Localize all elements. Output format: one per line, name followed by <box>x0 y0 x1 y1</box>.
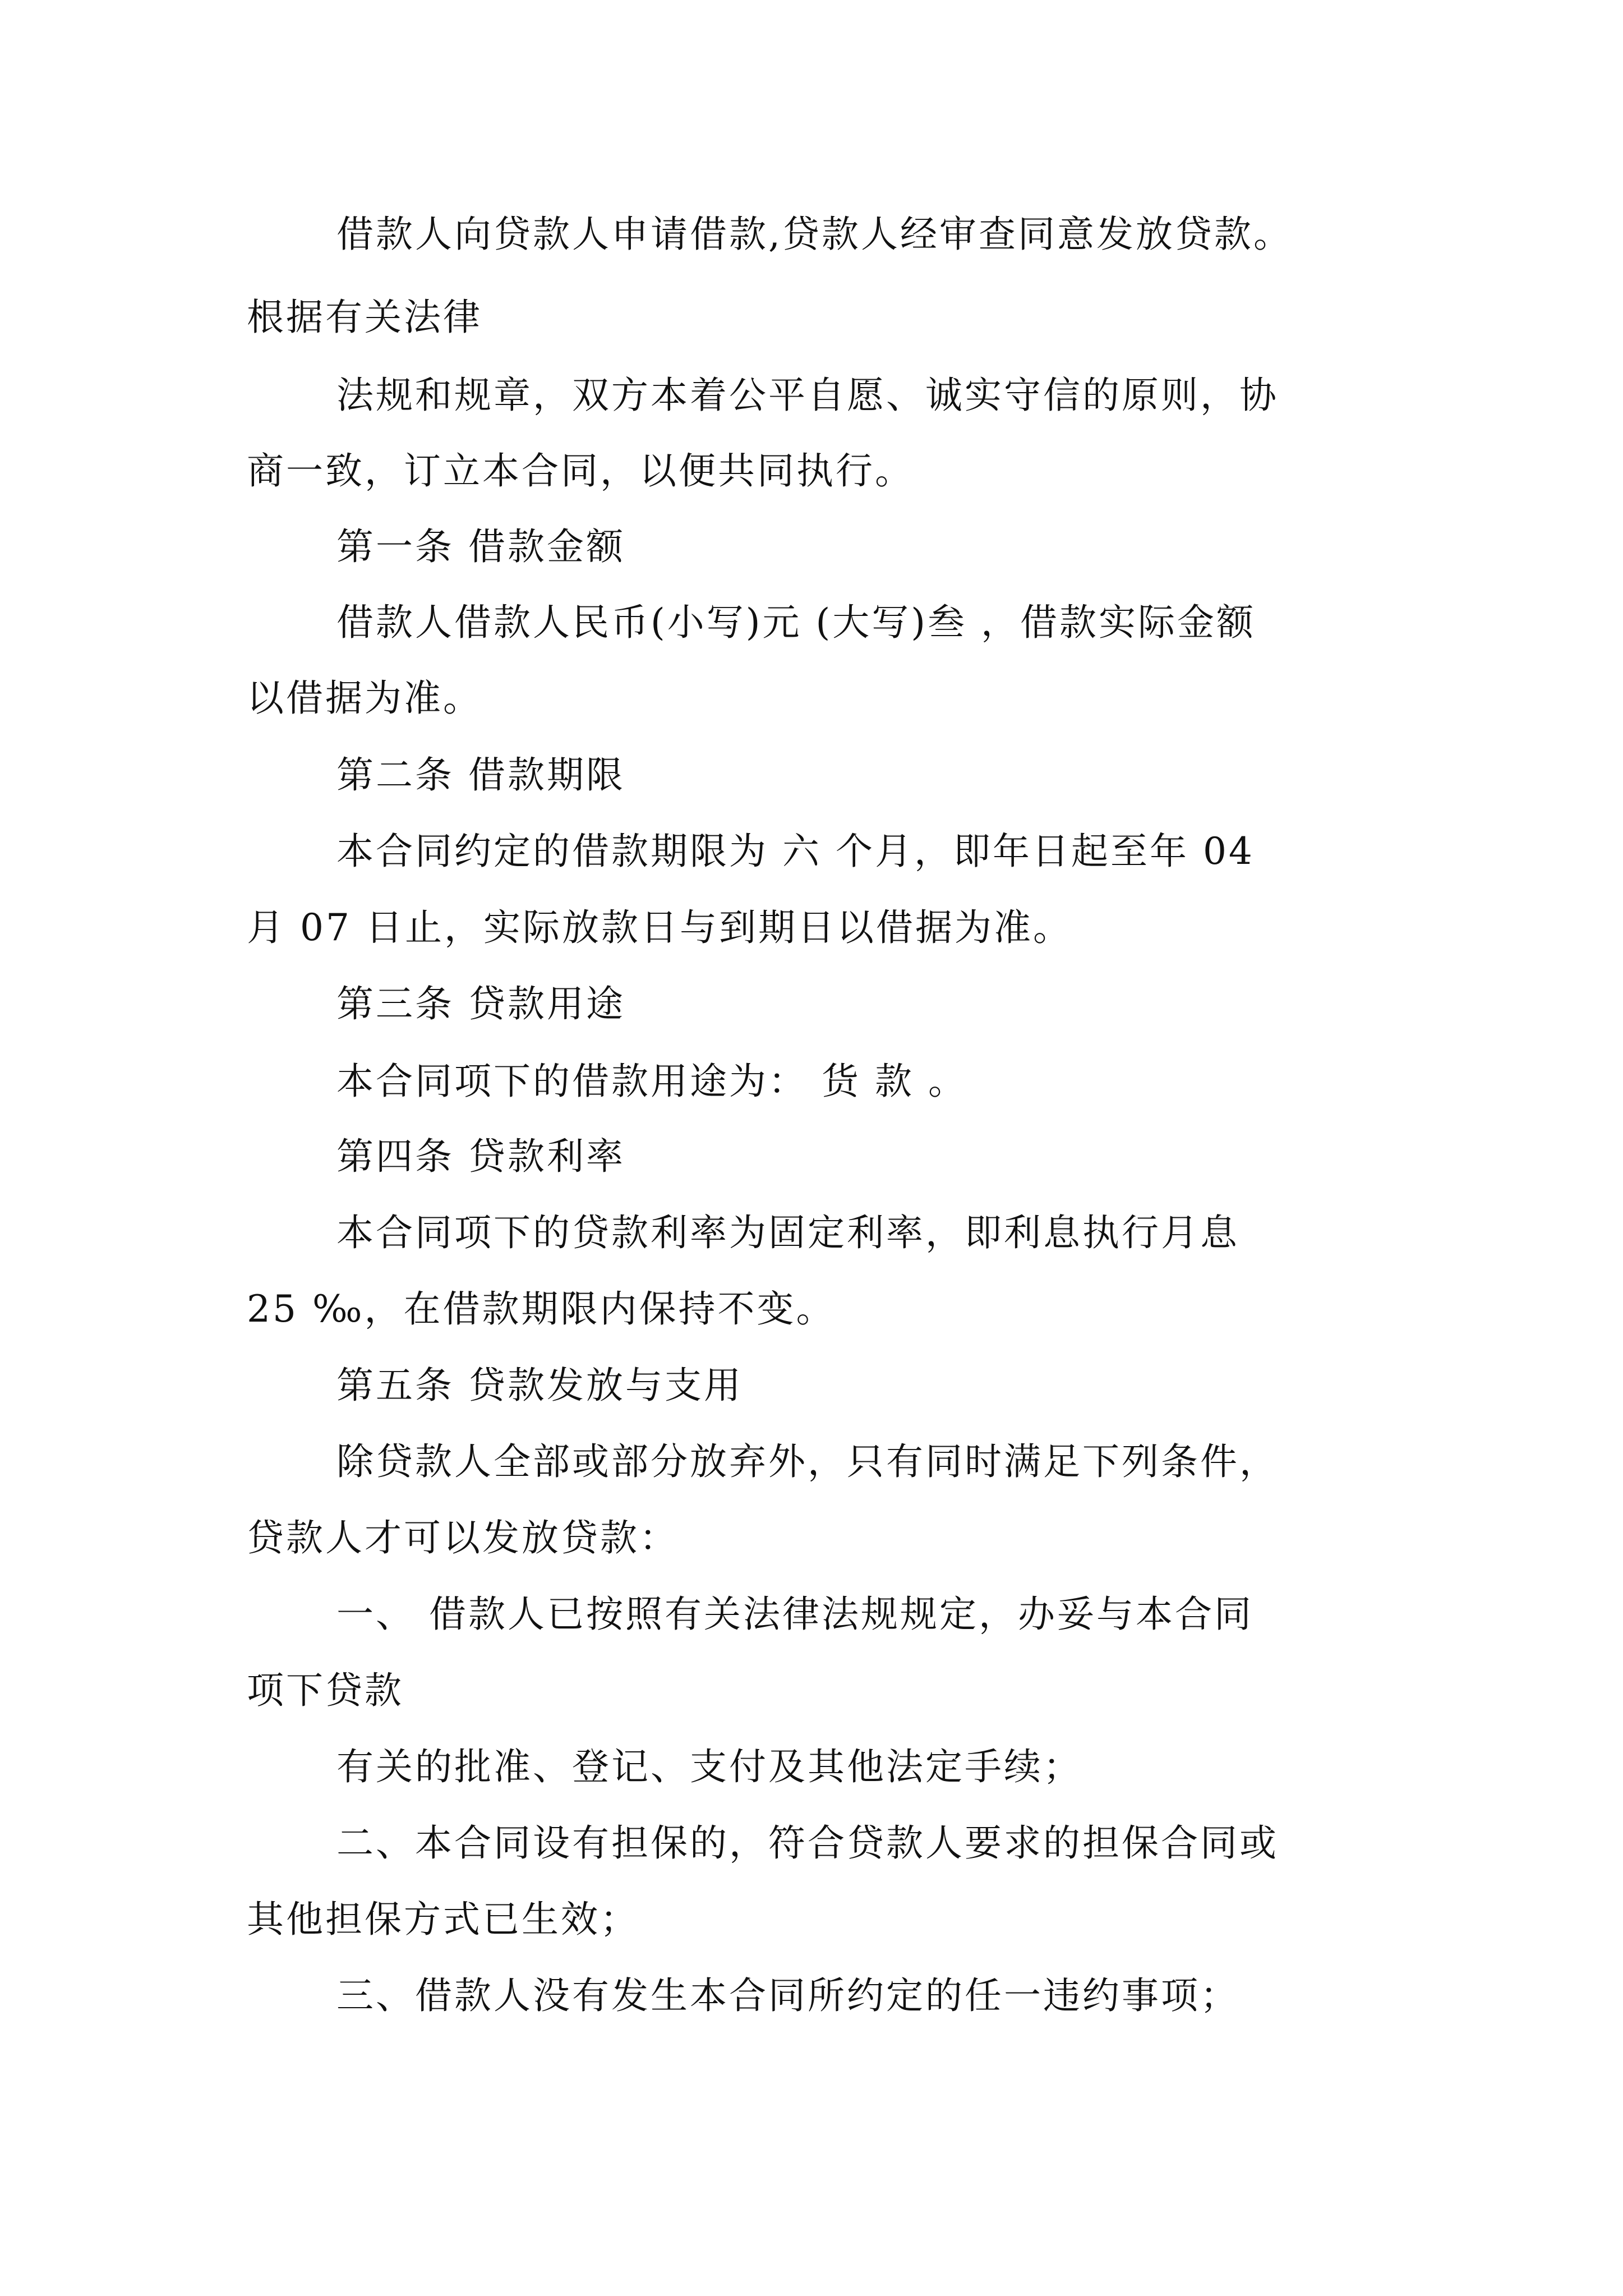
paragraph-line: 除贷款人全部或部分放弃外，只有同时满足下列条件， <box>336 1440 1279 1483</box>
paragraph-line: 其他担保方式已生效； <box>247 1898 639 1941</box>
paragraph-line: 本合同项下的贷款利率为固定利率，即利息执行月息 <box>336 1211 1239 1254</box>
list-item: 二、本合同设有担保的，符合贷款人要求的担保合同或 <box>336 1821 1279 1865</box>
paragraph-line: 以借据为准。 <box>247 677 482 720</box>
paragraph-line: 有关的批准、登记、支付及其他法定手续； <box>336 1745 1082 1788</box>
paragraph-line: 月 07 日止，实际放款日与到期日以借据为准。 <box>247 906 1072 949</box>
paragraph-line: 根据有关法律 <box>247 296 482 339</box>
section-heading: 第二条 借款期限 <box>336 753 625 797</box>
paragraph-line: 贷款人才可以发放贷款： <box>247 1516 679 1559</box>
section-heading: 第四条 贷款利率 <box>336 1135 625 1178</box>
section-heading: 第五条 贷款发放与支用 <box>336 1364 743 1407</box>
paragraph-line: 法规和规章，双方本着公平自愿、诚实守信的原则，协 <box>336 374 1279 417</box>
paragraph-line: 本合同项下的借款用途为： 货 款 。 <box>336 1060 967 1103</box>
section-heading: 第一条 借款金额 <box>336 525 625 568</box>
paragraph-line: 借款人借款人民币(小写)元 (大写)叁 ，借款实际金额 <box>336 601 1256 644</box>
paragraph-line: 项下贷款 <box>247 1669 404 1712</box>
list-item: 三、借款人没有发生本合同所约定的任一违约事项； <box>336 1974 1239 2017</box>
section-heading: 第三条 贷款用途 <box>336 982 625 1025</box>
paragraph-line: 商一致，订立本合同，以便共同执行。 <box>247 449 914 493</box>
paragraph-line: 借款人向贷款人申请借款,贷款人经审查同意发放贷款。 <box>336 213 1293 256</box>
list-item: 一、 借款人已按照有关法律法规规定，办妥与本合同 <box>336 1593 1253 1636</box>
paragraph-line: 本合同约定的借款期限为 六 个月，即年日起至年 04 <box>336 830 1255 873</box>
paragraph-line: 25 ‰，在借款期限内保持不变。 <box>247 1287 836 1331</box>
